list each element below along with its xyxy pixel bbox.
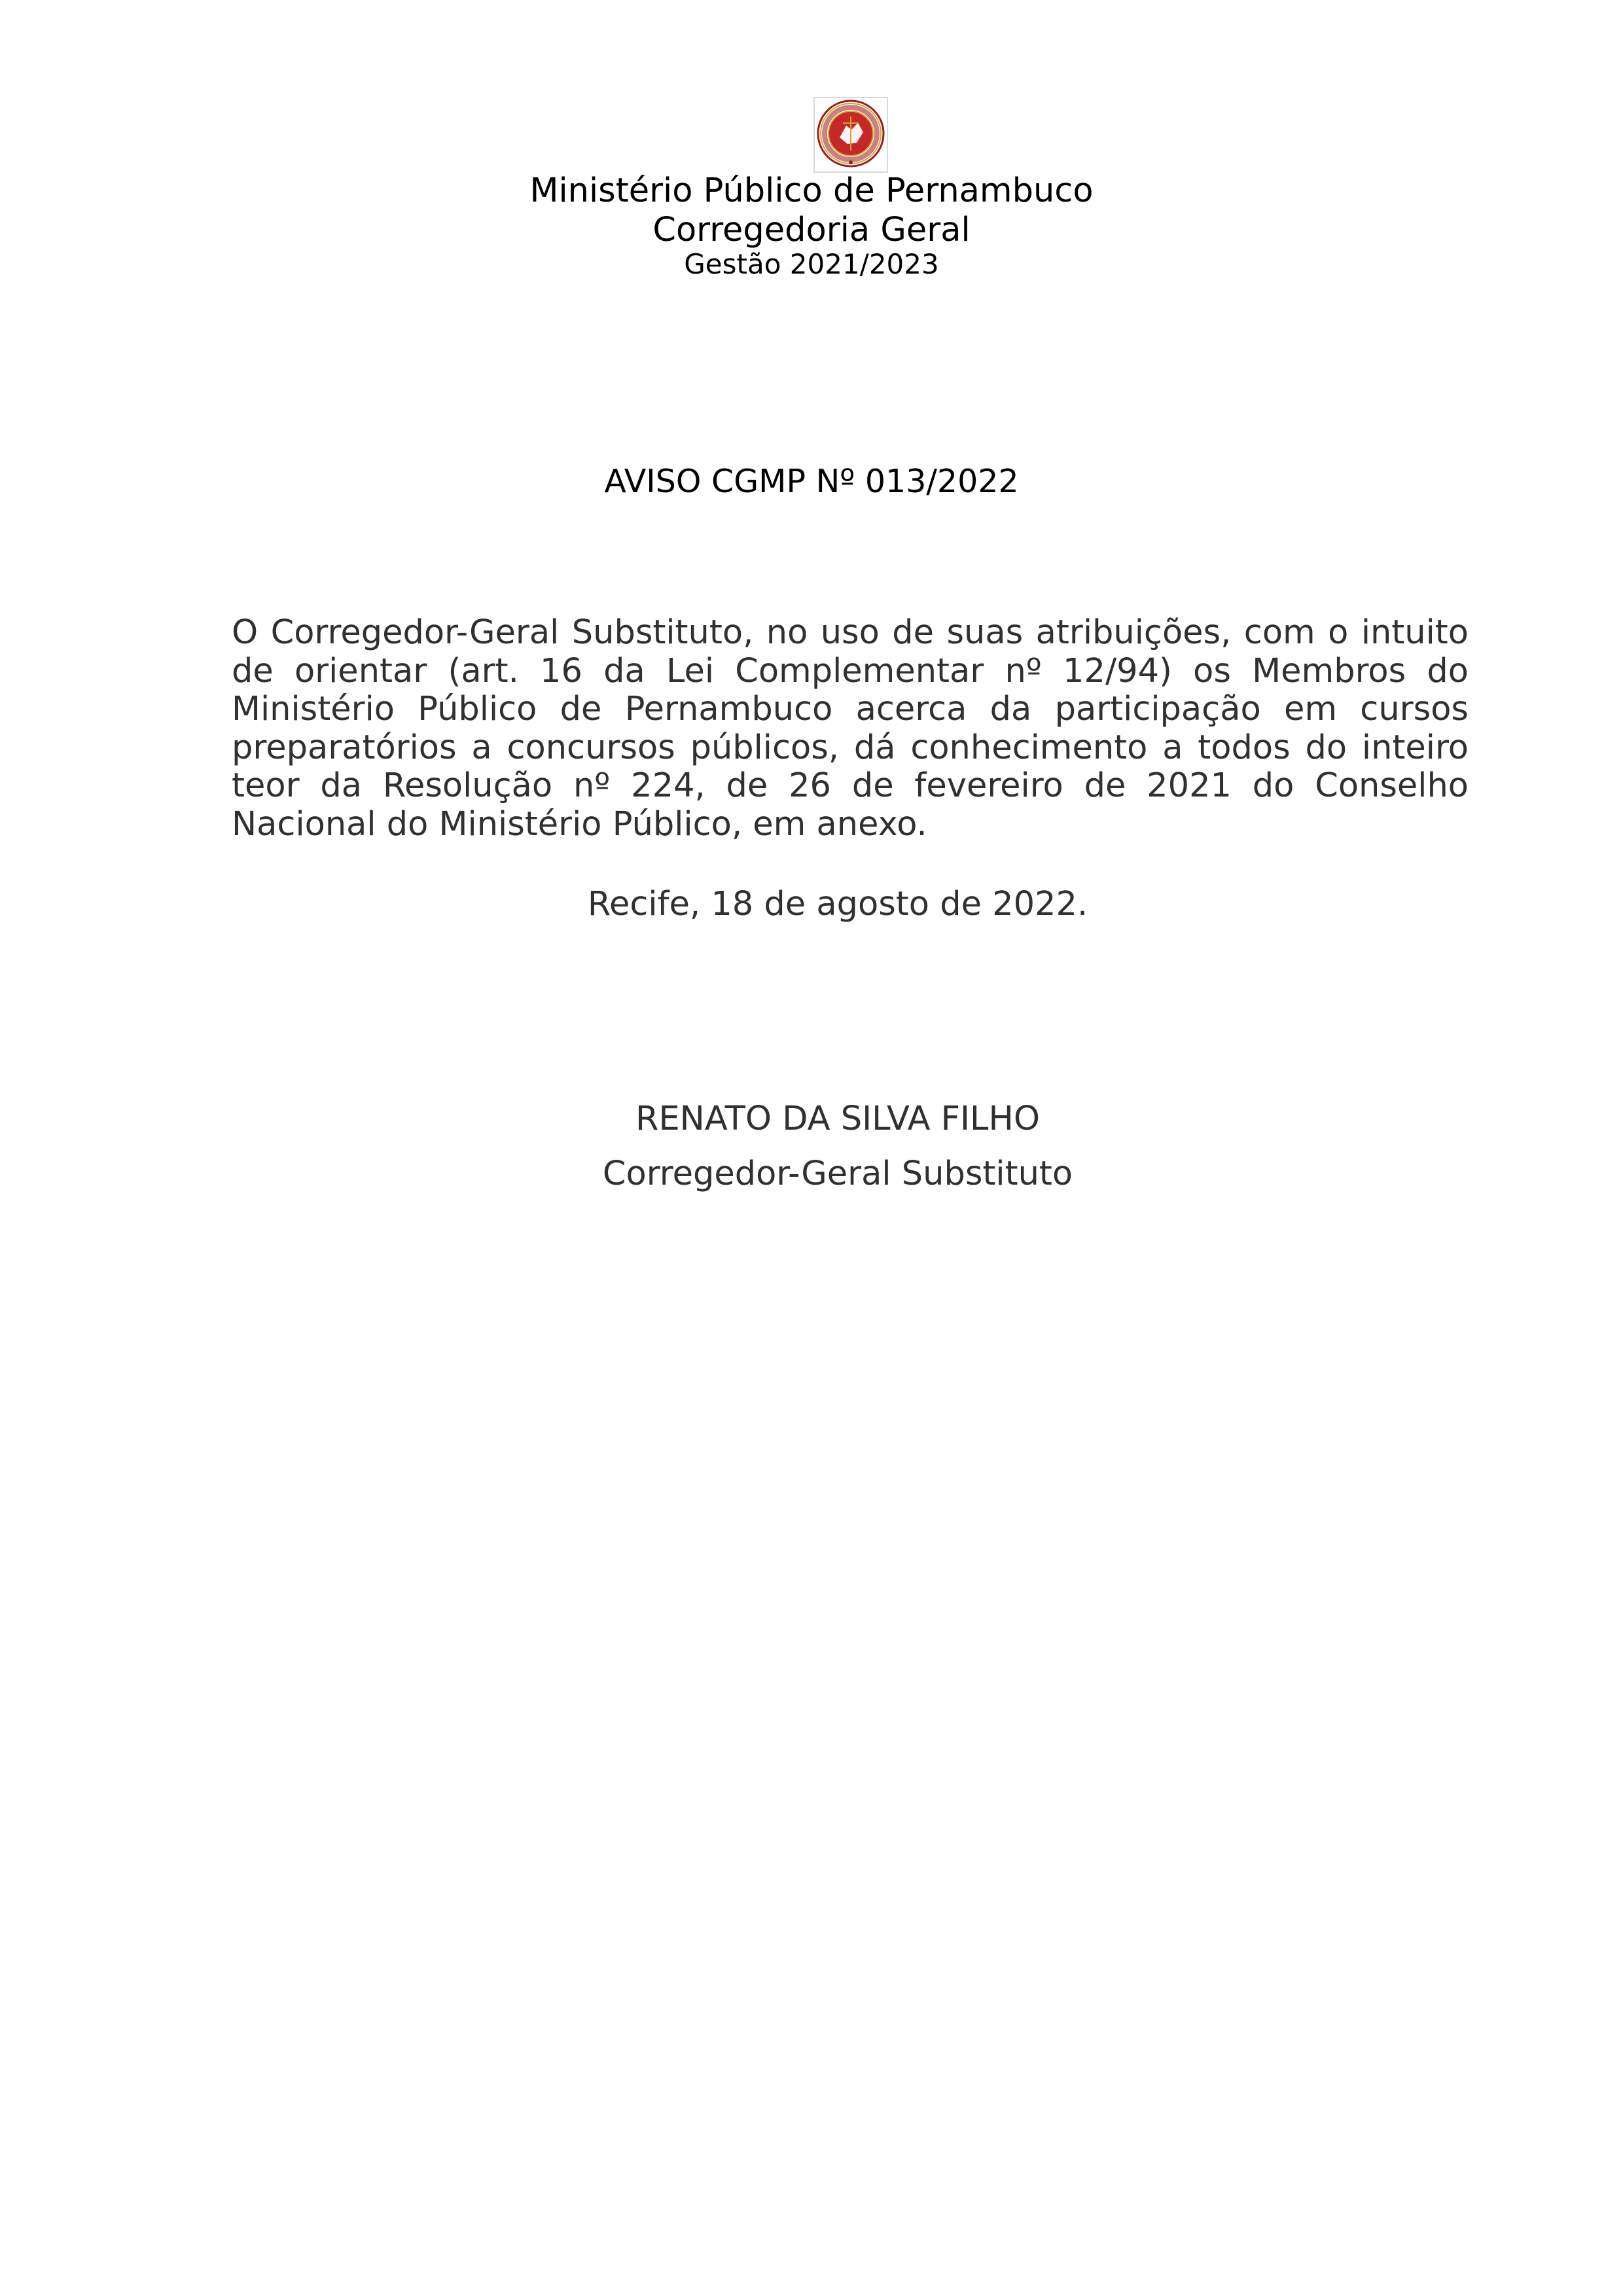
signer-role: Corregedor-Geral Substituto (602, 1155, 1073, 1193)
management-term: Gestão 2021/2023 (684, 248, 939, 280)
signer-name: RENATO DA SILVA FILHO (635, 1100, 1040, 1138)
document-title: AVISO CGMP Nº 013/2022 (604, 463, 1019, 500)
mppe-seal-icon (813, 97, 888, 173)
document-body: O Corregedor-Geral Substituto, no uso de suas atribuições, com o intuito de orientar (art. 16 da Lei Complementar nº 12/94) os Membros do Ministério Público de Pernambuco acerca da participação em cursos preparatórios a concursos públicos, dá conhecimento a todos do inteiro teor da Resolução nº 224, de 26 de fevereiro de 2021 do Conselho Nacional do Ministério Público, em anexo. (232, 613, 1469, 844)
date-line: Recife, 18 de agosto de 2022. (587, 885, 1088, 924)
organization-name: Ministério Público de Pernambuco (529, 171, 1094, 210)
department-name: Corregedoria Geral (652, 211, 971, 249)
